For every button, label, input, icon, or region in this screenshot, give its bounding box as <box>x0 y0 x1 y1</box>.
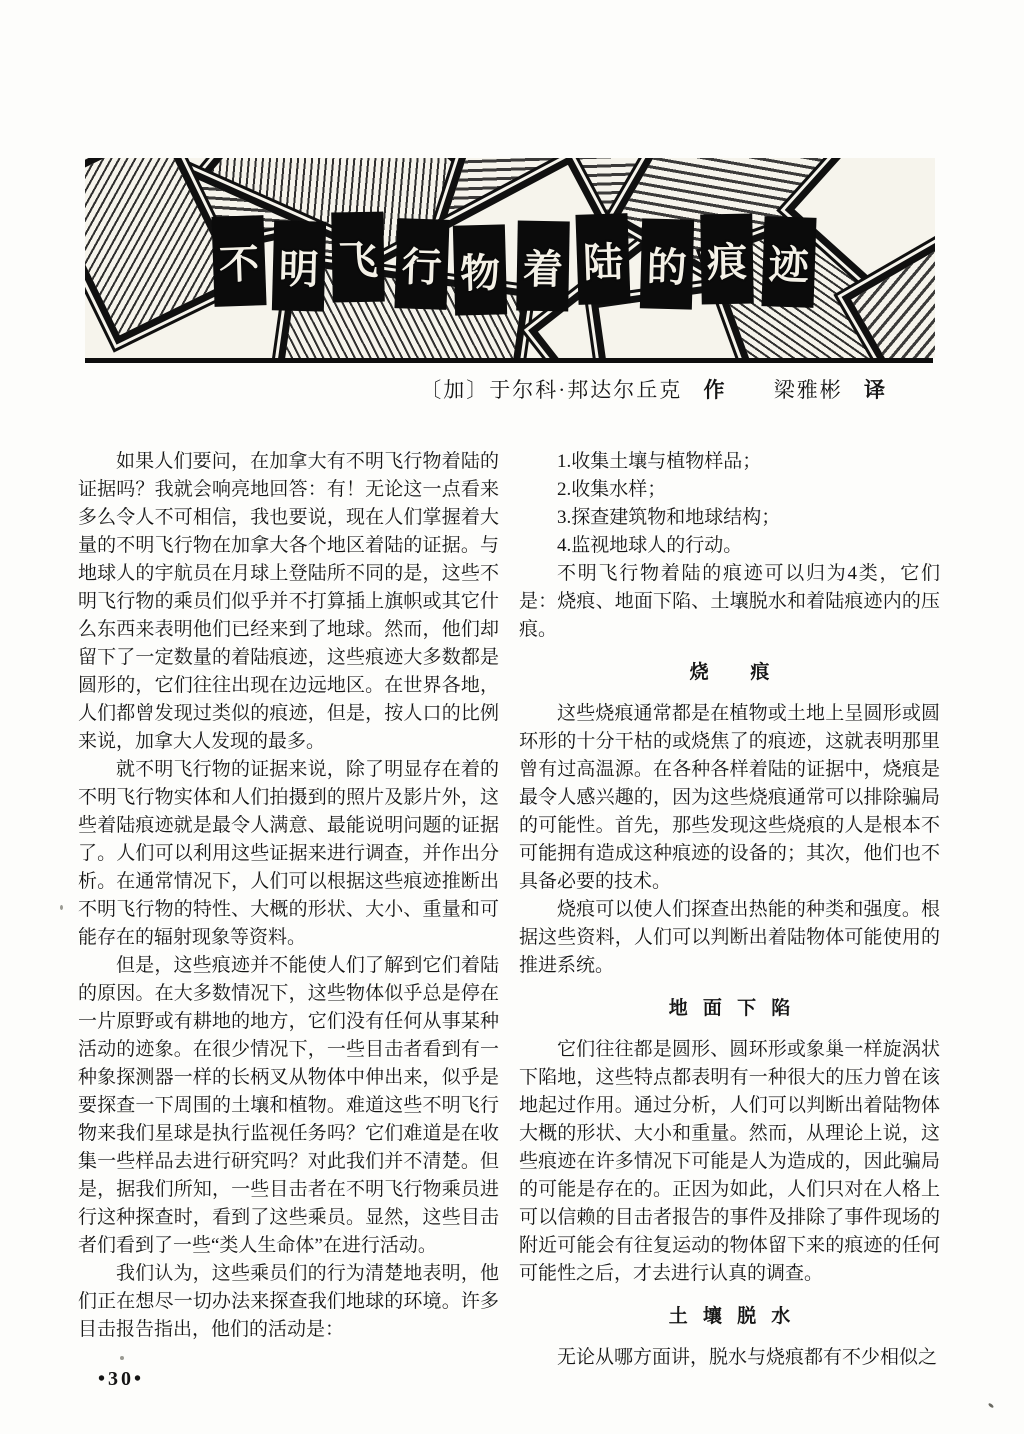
paragraph: 就不明飞行物的证据来说，除了明显存在着的不明飞行物实体和人们拍摄到的照片及影片外，这些着陆痕迹就是最令人满意、最能说明问题的证据了。人们可以利用这些证据来进行调查，并作出分析。在通常情况下，人们可以根据这些痕迹推断出不明飞行物的特性、大概的形状、大小、重量和可能存在的辐射现象等资料。 <box>78 759 499 948</box>
title-char: 飞 <box>331 212 385 303</box>
byline-translator-role: 译 <box>864 378 887 402</box>
byline-author-role: 作 <box>703 378 727 402</box>
paragraph: 无论从哪方面讲，脱水与烧痕都有不少相似之 <box>557 1347 938 1368</box>
title-char: 痕 <box>700 214 754 305</box>
byline <box>85 374 935 404</box>
list-item: 3.探查建筑物和地球结构； <box>557 507 781 528</box>
paragraph: 如果人们要问，在加拿大有不明飞行物着陆的证据吗？我就会响亮地回答：有！无论这一点看来多么令人不可相信，我也要说，现在人们掌握着大量的不明飞行物在加拿大各个地区着陆的证据。与地球人的宇航员在月球上登陆所不同的是，这些不明飞行物的乘员们似乎并不打算插上旗帜或其它什么东西来表明他们已经来到了地球。然而，他们却留下了一定数量的着陆痕迹，这些痕迹大多数都是圆形的，它们往往出现在边远地区。在世界各地，人们都曾发现过类似的痕迹，但是，按人口的比例来说，加拿大人发现的最多。 <box>78 451 499 752</box>
paragraph: 我们认为，这些乘员们的行为清楚地表明，他们正在想尽一切办法来探查我们地球的环境。许多目击报告指出，他们的活动是： <box>78 1263 499 1340</box>
scan-speck <box>60 905 63 910</box>
paragraph: 这些烧痕通常都是在植物或土地上呈圆形或圆环形的十分干枯的或烧焦了的痕迹，这就表明那里曾有过高温源。在各种各样着陆的证据中，烧痕是最令人感兴趣的，因为这些烧痕通常可以排除骗局的可能性。首先，那些发现这些烧痕的人是根本不可能拥有造成这种痕迹的设备的；其次，他们也不具备必要的技术。 <box>519 703 940 892</box>
header-divider-rule <box>85 358 933 363</box>
right-column <box>519 448 940 1372</box>
list-item: 2.收集水样； <box>557 479 667 500</box>
list-item: 1.收集土壤与植物样品； <box>557 451 762 472</box>
paragraph: 烧痕可以使人们探查出热能的种类和强度。根据这些资料，人们可以判断出着陆物体可能使用的推进系统。 <box>519 899 940 976</box>
section-heading-ground-depression: 地面下陷 <box>668 998 806 1019</box>
title-char: 迹 <box>761 216 816 308</box>
title-char: 着 <box>516 221 570 312</box>
article-body <box>78 448 940 1372</box>
section-heading-soil-dehydration: 土壤脱水 <box>668 1306 806 1327</box>
title-char: 物 <box>453 224 507 315</box>
section-heading-burn-marks: 烧痕 <box>689 662 812 683</box>
paragraph: 但是，这些痕迹并不能使人们了解到它们着陆的原因。在大多数情况下，这些物体似乎总是停在一片原野或有耕地的地方，它们没有任何从事某种活动的迹象。在很少情况下，一些目击者看到有一种象探测器一样的长柄叉从物体中伸出来，似乎是要探查一下周围的土壤和植物。难道这些不明飞行物来我们星球是执行监视任务吗？它们难道是在收集一些样品去进行研究吗？对此我们并不清楚。但是，据我们所知，一些目击者在不明飞行物乘员进行这种探查时，看到了这些乘员。显然，这些目击者们看到了一些“类人生命体”在进行活动。 <box>78 955 499 1256</box>
title-char: 不 <box>211 215 266 307</box>
paragraph: 它们往往都是圆形、圆环形或象巢一样旋涡状下陷地，这些特点都表明有一种很大的压力曾在该地起过作用。通过分析，人们可以判断出着陆物体大概的形状、大小和重量。然而，从理论上说，这些痕迹在许多情况下可能是人为造成的，因此骗局的可能是存在的。正因为如此，人们只对在人格上可以信赖的目击者报告的事件及排除了事件现场的附近可能会有往复运动的物体留下来的痕迹的任何可能性之后，才去进行认真的调查。 <box>519 1039 940 1284</box>
page-number: •30• <box>98 1368 145 1390</box>
title-char: 陆 <box>575 213 630 305</box>
title-char: 明 <box>272 220 326 311</box>
header-collage-illustration <box>85 158 935 358</box>
title-char: 的 <box>640 218 694 309</box>
scan-speck <box>988 1402 995 1408</box>
byline-translator: 梁雅彬 <box>773 378 843 402</box>
scan-speck <box>120 1356 124 1360</box>
title-char: 行 <box>394 218 449 310</box>
left-column <box>78 448 499 1372</box>
byline-author: 〔加〕于尔科·邦达尔丘克 <box>420 378 683 402</box>
paragraph: 不明飞行物着陆的痕迹可以归为4类，它们是：烧痕、地面下陷、土壤脱水和着陆痕迹内的压痕。 <box>519 563 940 640</box>
list-item: 4.监视地球人的行动。 <box>557 535 743 556</box>
